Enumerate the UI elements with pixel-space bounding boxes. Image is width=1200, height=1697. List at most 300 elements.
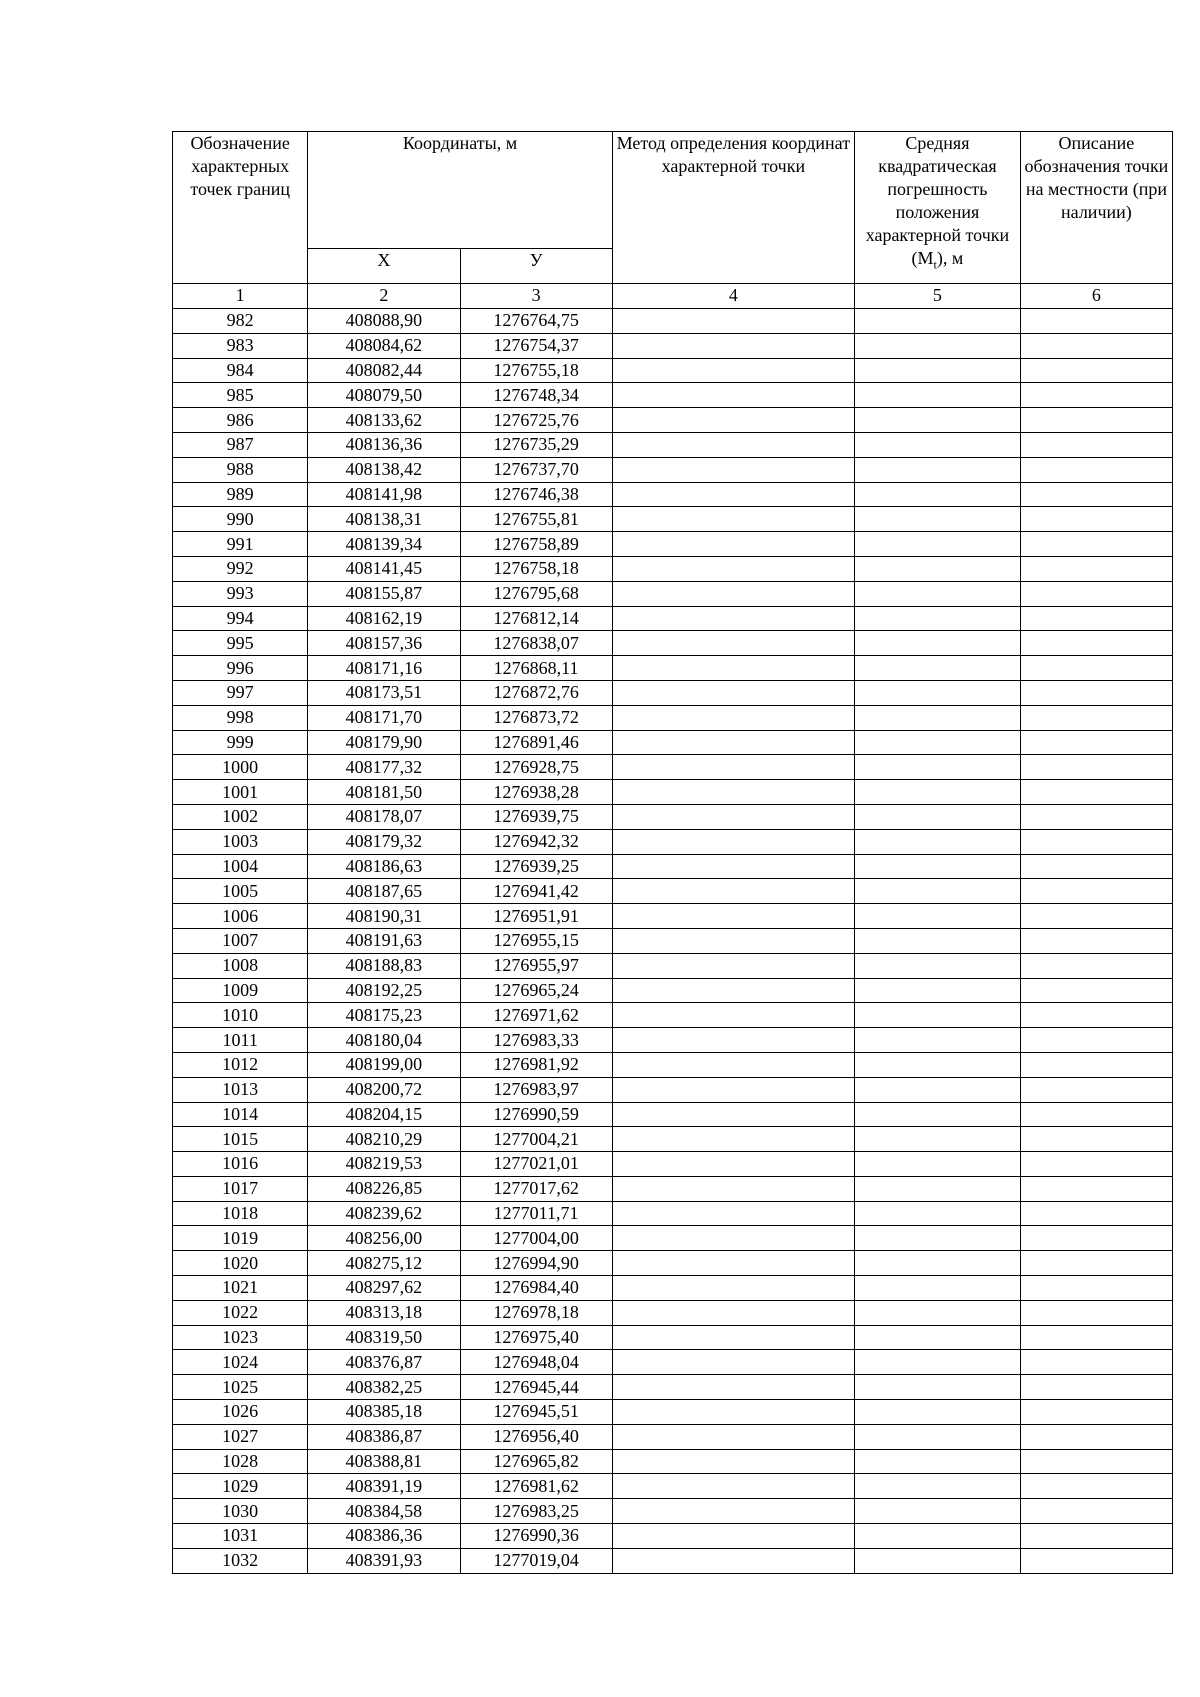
y-cell: 1276891,46 <box>460 730 612 755</box>
method-cell <box>612 1375 854 1400</box>
x-cell: 408297,62 <box>308 1276 460 1301</box>
y-cell: 1276735,29 <box>460 432 612 457</box>
x-cell: 408157,36 <box>308 631 460 656</box>
y-cell: 1276978,18 <box>460 1300 612 1325</box>
description-cell <box>1020 1226 1172 1251</box>
description-cell <box>1020 730 1172 755</box>
method-cell <box>612 1325 854 1350</box>
method-cell <box>612 680 854 705</box>
table-row <box>173 854 1173 879</box>
table-row <box>173 1226 1173 1251</box>
point-cell: 1001 <box>173 780 308 805</box>
header-description: Описание обозначения точки на местности (при наличии) <box>1020 132 1172 284</box>
y-cell: 1276758,89 <box>460 532 612 557</box>
point-cell: 988 <box>173 457 308 482</box>
y-cell: 1276965,82 <box>460 1449 612 1474</box>
error-cell <box>855 1276 1021 1301</box>
y-cell: 1276981,92 <box>460 1052 612 1077</box>
error-cell <box>855 978 1021 1003</box>
table-row <box>173 333 1173 358</box>
y-cell: 1276755,81 <box>460 507 612 532</box>
method-cell <box>612 780 854 805</box>
x-cell: 408188,83 <box>308 953 460 978</box>
x-cell: 408388,81 <box>308 1449 460 1474</box>
method-cell <box>612 1127 854 1152</box>
error-cell <box>855 829 1021 854</box>
error-cell <box>855 1028 1021 1053</box>
point-cell: 993 <box>173 581 308 606</box>
method-cell <box>612 309 854 334</box>
table-row <box>173 581 1173 606</box>
y-cell: 1276983,33 <box>460 1028 612 1053</box>
x-cell: 408199,00 <box>308 1052 460 1077</box>
point-cell: 1031 <box>173 1524 308 1549</box>
point-cell: 996 <box>173 656 308 681</box>
error-cell <box>855 333 1021 358</box>
method-cell <box>612 1499 854 1524</box>
point-cell: 1025 <box>173 1375 308 1400</box>
x-cell: 408186,63 <box>308 854 460 879</box>
description-cell <box>1020 358 1172 383</box>
error-cell <box>855 482 1021 507</box>
table-row <box>173 507 1173 532</box>
point-cell: 1017 <box>173 1176 308 1201</box>
table-row <box>173 1424 1173 1449</box>
error-cell <box>855 532 1021 557</box>
error-cell <box>855 309 1021 334</box>
method-cell <box>612 854 854 879</box>
y-cell: 1276748,34 <box>460 383 612 408</box>
method-cell <box>612 606 854 631</box>
x-cell: 408138,31 <box>308 507 460 532</box>
point-cell: 1021 <box>173 1276 308 1301</box>
point-cell: 1014 <box>173 1102 308 1127</box>
error-cell <box>855 1300 1021 1325</box>
y-cell: 1276990,36 <box>460 1524 612 1549</box>
point-cell: 994 <box>173 606 308 631</box>
description-cell <box>1020 532 1172 557</box>
method-cell <box>612 755 854 780</box>
header-error-subscript: t <box>933 257 937 272</box>
table-row <box>173 631 1173 656</box>
table-row <box>173 1176 1173 1201</box>
table-row <box>173 1276 1173 1301</box>
error-cell <box>855 1176 1021 1201</box>
table-row <box>173 1127 1173 1152</box>
x-cell: 408079,50 <box>308 383 460 408</box>
description-cell <box>1020 705 1172 730</box>
method-cell <box>612 507 854 532</box>
y-cell: 1276983,25 <box>460 1499 612 1524</box>
description-cell <box>1020 1276 1172 1301</box>
table-row <box>173 1499 1173 1524</box>
point-cell: 1022 <box>173 1300 308 1325</box>
point-cell: 1009 <box>173 978 308 1003</box>
method-cell <box>612 631 854 656</box>
error-cell <box>855 606 1021 631</box>
y-cell: 1276812,14 <box>460 606 612 631</box>
table-row <box>173 1400 1173 1425</box>
description-cell <box>1020 457 1172 482</box>
table-row <box>173 457 1173 482</box>
error-cell <box>855 1052 1021 1077</box>
point-cell: 985 <box>173 383 308 408</box>
error-cell <box>855 1548 1021 1573</box>
method-cell <box>612 1300 854 1325</box>
x-cell: 408386,87 <box>308 1424 460 1449</box>
y-cell: 1276951,91 <box>460 904 612 929</box>
description-cell <box>1020 1524 1172 1549</box>
error-cell <box>855 581 1021 606</box>
x-cell: 408155,87 <box>308 581 460 606</box>
point-cell: 992 <box>173 556 308 581</box>
y-cell: 1276955,97 <box>460 953 612 978</box>
error-cell <box>855 1474 1021 1499</box>
method-cell <box>612 482 854 507</box>
point-cell: 1011 <box>173 1028 308 1053</box>
method-cell <box>612 432 854 457</box>
point-cell: 982 <box>173 309 308 334</box>
description-cell <box>1020 1251 1172 1276</box>
point-cell: 1012 <box>173 1052 308 1077</box>
table-row <box>173 730 1173 755</box>
table-row <box>173 532 1173 557</box>
error-cell <box>855 1524 1021 1549</box>
header-method: Метод определения координат характерной точки <box>612 132 854 284</box>
method-cell <box>612 829 854 854</box>
y-cell: 1276941,42 <box>460 879 612 904</box>
description-cell <box>1020 978 1172 1003</box>
method-cell <box>612 1201 854 1226</box>
error-cell <box>855 1226 1021 1251</box>
column-number: 6 <box>1020 284 1172 309</box>
table-row <box>173 1003 1173 1028</box>
y-cell: 1276965,24 <box>460 978 612 1003</box>
point-cell: 1029 <box>173 1474 308 1499</box>
method-cell <box>612 1276 854 1301</box>
point-cell: 1013 <box>173 1077 308 1102</box>
point-cell: 1019 <box>173 1226 308 1251</box>
error-cell <box>855 457 1021 482</box>
method-cell <box>612 804 854 829</box>
x-cell: 408179,32 <box>308 829 460 854</box>
method-cell <box>612 408 854 433</box>
error-cell <box>855 408 1021 433</box>
point-cell: 1000 <box>173 755 308 780</box>
error-cell <box>855 1251 1021 1276</box>
table-row <box>173 680 1173 705</box>
table-row <box>173 1449 1173 1474</box>
x-cell: 408139,34 <box>308 532 460 557</box>
method-cell <box>612 581 854 606</box>
error-cell <box>855 432 1021 457</box>
y-cell: 1276838,07 <box>460 631 612 656</box>
method-cell <box>612 656 854 681</box>
method-cell <box>612 1176 854 1201</box>
point-cell: 990 <box>173 507 308 532</box>
y-cell: 1276928,75 <box>460 755 612 780</box>
y-cell: 1277011,71 <box>460 1201 612 1226</box>
x-cell: 408162,19 <box>308 606 460 631</box>
x-cell: 408171,16 <box>308 656 460 681</box>
x-cell: 408141,45 <box>308 556 460 581</box>
method-cell <box>612 383 854 408</box>
description-cell <box>1020 1077 1172 1102</box>
point-cell: 1007 <box>173 928 308 953</box>
table-row <box>173 1325 1173 1350</box>
x-cell: 408275,12 <box>308 1251 460 1276</box>
y-cell: 1276942,32 <box>460 829 612 854</box>
error-cell <box>855 1201 1021 1226</box>
table-row <box>173 1052 1173 1077</box>
y-cell: 1276983,97 <box>460 1077 612 1102</box>
point-cell: 1023 <box>173 1325 308 1350</box>
method-cell <box>612 1524 854 1549</box>
table-row <box>173 1028 1173 1053</box>
description-cell <box>1020 1424 1172 1449</box>
error-cell <box>855 1350 1021 1375</box>
x-cell: 408226,85 <box>308 1176 460 1201</box>
y-cell: 1276755,18 <box>460 358 612 383</box>
point-cell: 1026 <box>173 1400 308 1425</box>
point-cell: 1027 <box>173 1424 308 1449</box>
y-cell: 1277017,62 <box>460 1176 612 1201</box>
description-cell <box>1020 680 1172 705</box>
x-cell: 408219,53 <box>308 1152 460 1177</box>
y-cell: 1276873,72 <box>460 705 612 730</box>
method-cell <box>612 1077 854 1102</box>
method-cell <box>612 928 854 953</box>
x-cell: 408382,25 <box>308 1375 460 1400</box>
y-cell: 1276795,68 <box>460 581 612 606</box>
description-cell <box>1020 606 1172 631</box>
point-cell: 1010 <box>173 1003 308 1028</box>
description-cell <box>1020 432 1172 457</box>
description-cell <box>1020 333 1172 358</box>
y-cell: 1276945,44 <box>460 1375 612 1400</box>
y-cell: 1276948,04 <box>460 1350 612 1375</box>
error-cell <box>855 1424 1021 1449</box>
x-cell: 408210,29 <box>308 1127 460 1152</box>
method-cell <box>612 333 854 358</box>
x-cell: 408313,18 <box>308 1300 460 1325</box>
column-number: 4 <box>612 284 854 309</box>
method-cell <box>612 1424 854 1449</box>
error-cell <box>855 953 1021 978</box>
point-cell: 1028 <box>173 1449 308 1474</box>
method-cell <box>612 705 854 730</box>
column-number-row <box>173 284 1173 309</box>
error-cell <box>855 755 1021 780</box>
error-cell <box>855 804 1021 829</box>
description-cell <box>1020 1548 1172 1573</box>
table-row <box>173 1251 1173 1276</box>
x-cell: 408384,58 <box>308 1499 460 1524</box>
error-cell <box>855 383 1021 408</box>
method-cell <box>612 1474 854 1499</box>
error-cell <box>855 705 1021 730</box>
error-cell <box>855 631 1021 656</box>
method-cell <box>612 730 854 755</box>
point-cell: 1015 <box>173 1127 308 1152</box>
point-cell: 1008 <box>173 953 308 978</box>
column-number: 5 <box>855 284 1021 309</box>
method-cell <box>612 1226 854 1251</box>
method-cell <box>612 1102 854 1127</box>
y-cell: 1277019,04 <box>460 1548 612 1573</box>
table-row <box>173 309 1173 334</box>
x-cell: 408138,42 <box>308 457 460 482</box>
error-cell <box>855 680 1021 705</box>
y-cell: 1277021,01 <box>460 1152 612 1177</box>
description-cell <box>1020 1201 1172 1226</box>
x-cell: 408136,36 <box>308 432 460 457</box>
x-cell: 408385,18 <box>308 1400 460 1425</box>
x-cell: 408173,51 <box>308 680 460 705</box>
point-cell: 1002 <box>173 804 308 829</box>
x-cell: 408133,62 <box>308 408 460 433</box>
table-row <box>173 829 1173 854</box>
description-cell <box>1020 383 1172 408</box>
method-cell <box>612 457 854 482</box>
y-cell: 1276990,59 <box>460 1102 612 1127</box>
description-cell <box>1020 953 1172 978</box>
description-cell <box>1020 1375 1172 1400</box>
error-cell <box>855 1325 1021 1350</box>
column-number: 2 <box>308 284 460 309</box>
y-cell: 1276737,70 <box>460 457 612 482</box>
error-cell <box>855 730 1021 755</box>
table-row <box>173 804 1173 829</box>
table-row <box>173 1350 1173 1375</box>
y-cell: 1276746,38 <box>460 482 612 507</box>
y-cell: 1276945,51 <box>460 1400 612 1425</box>
x-cell: 408082,44 <box>308 358 460 383</box>
table-row <box>173 1152 1173 1177</box>
point-cell: 1032 <box>173 1548 308 1573</box>
x-cell: 408141,98 <box>308 482 460 507</box>
point-cell: 995 <box>173 631 308 656</box>
point-cell: 1004 <box>173 854 308 879</box>
point-cell: 984 <box>173 358 308 383</box>
error-cell <box>855 879 1021 904</box>
description-cell <box>1020 507 1172 532</box>
error-cell <box>855 656 1021 681</box>
header-coordinates: Координаты, м <box>308 132 612 249</box>
x-cell: 408187,65 <box>308 879 460 904</box>
error-cell <box>855 854 1021 879</box>
y-cell: 1276971,62 <box>460 1003 612 1028</box>
description-cell <box>1020 1127 1172 1152</box>
description-cell <box>1020 1176 1172 1201</box>
header-error-text: Средняя квадратическая погрешность положения характерной точки (М <box>865 133 1010 268</box>
y-cell: 1276939,75 <box>460 804 612 829</box>
y-cell: 1276938,28 <box>460 780 612 805</box>
x-cell: 408192,25 <box>308 978 460 1003</box>
method-cell <box>612 953 854 978</box>
description-cell <box>1020 755 1172 780</box>
y-cell: 1276994,90 <box>460 1251 612 1276</box>
y-cell: 1277004,21 <box>460 1127 612 1152</box>
method-cell <box>612 556 854 581</box>
table-row <box>173 556 1173 581</box>
method-cell <box>612 879 854 904</box>
method-cell <box>612 1400 854 1425</box>
description-cell <box>1020 1325 1172 1350</box>
x-cell: 408180,04 <box>308 1028 460 1053</box>
point-cell: 1006 <box>173 904 308 929</box>
error-cell <box>855 1375 1021 1400</box>
error-cell <box>855 1003 1021 1028</box>
table-row <box>173 383 1173 408</box>
x-cell: 408200,72 <box>308 1077 460 1102</box>
x-cell: 408084,62 <box>308 333 460 358</box>
x-cell: 408175,23 <box>308 1003 460 1028</box>
description-cell <box>1020 1052 1172 1077</box>
description-cell <box>1020 879 1172 904</box>
method-cell <box>612 1548 854 1573</box>
x-cell: 408171,70 <box>308 705 460 730</box>
header-point-designation: Обозначение характерных точек границ <box>173 132 308 284</box>
description-cell <box>1020 1449 1172 1474</box>
description-cell <box>1020 1152 1172 1177</box>
description-cell <box>1020 1028 1172 1053</box>
table-row <box>173 1375 1173 1400</box>
description-cell <box>1020 482 1172 507</box>
table-row <box>173 1524 1173 1549</box>
method-cell <box>612 904 854 929</box>
column-number: 1 <box>173 284 308 309</box>
description-cell <box>1020 1300 1172 1325</box>
table-row <box>173 408 1173 433</box>
x-cell: 408391,93 <box>308 1548 460 1573</box>
error-cell <box>855 904 1021 929</box>
description-cell <box>1020 309 1172 334</box>
y-cell: 1276754,37 <box>460 333 612 358</box>
error-cell <box>855 1152 1021 1177</box>
point-cell: 987 <box>173 432 308 457</box>
table-row <box>173 755 1173 780</box>
table-row <box>173 1077 1173 1102</box>
y-cell: 1277004,00 <box>460 1226 612 1251</box>
table-row <box>173 705 1173 730</box>
x-cell: 408319,50 <box>308 1325 460 1350</box>
table-row <box>173 1201 1173 1226</box>
error-cell <box>855 1127 1021 1152</box>
point-cell: 986 <box>173 408 308 433</box>
error-cell <box>855 1499 1021 1524</box>
method-cell <box>612 358 854 383</box>
y-cell: 1276984,40 <box>460 1276 612 1301</box>
table-row <box>173 780 1173 805</box>
description-cell <box>1020 656 1172 681</box>
description-cell <box>1020 631 1172 656</box>
boundary-points-table <box>172 131 1173 1574</box>
error-cell <box>855 780 1021 805</box>
table-row <box>173 1474 1173 1499</box>
y-cell: 1276981,62 <box>460 1474 612 1499</box>
table-row <box>173 978 1173 1003</box>
description-cell <box>1020 1350 1172 1375</box>
point-cell: 991 <box>173 532 308 557</box>
description-cell <box>1020 1474 1172 1499</box>
error-cell <box>855 507 1021 532</box>
y-cell: 1276955,15 <box>460 928 612 953</box>
x-cell: 408178,07 <box>308 804 460 829</box>
y-cell: 1276758,18 <box>460 556 612 581</box>
description-cell <box>1020 1499 1172 1524</box>
x-cell: 408204,15 <box>308 1102 460 1127</box>
